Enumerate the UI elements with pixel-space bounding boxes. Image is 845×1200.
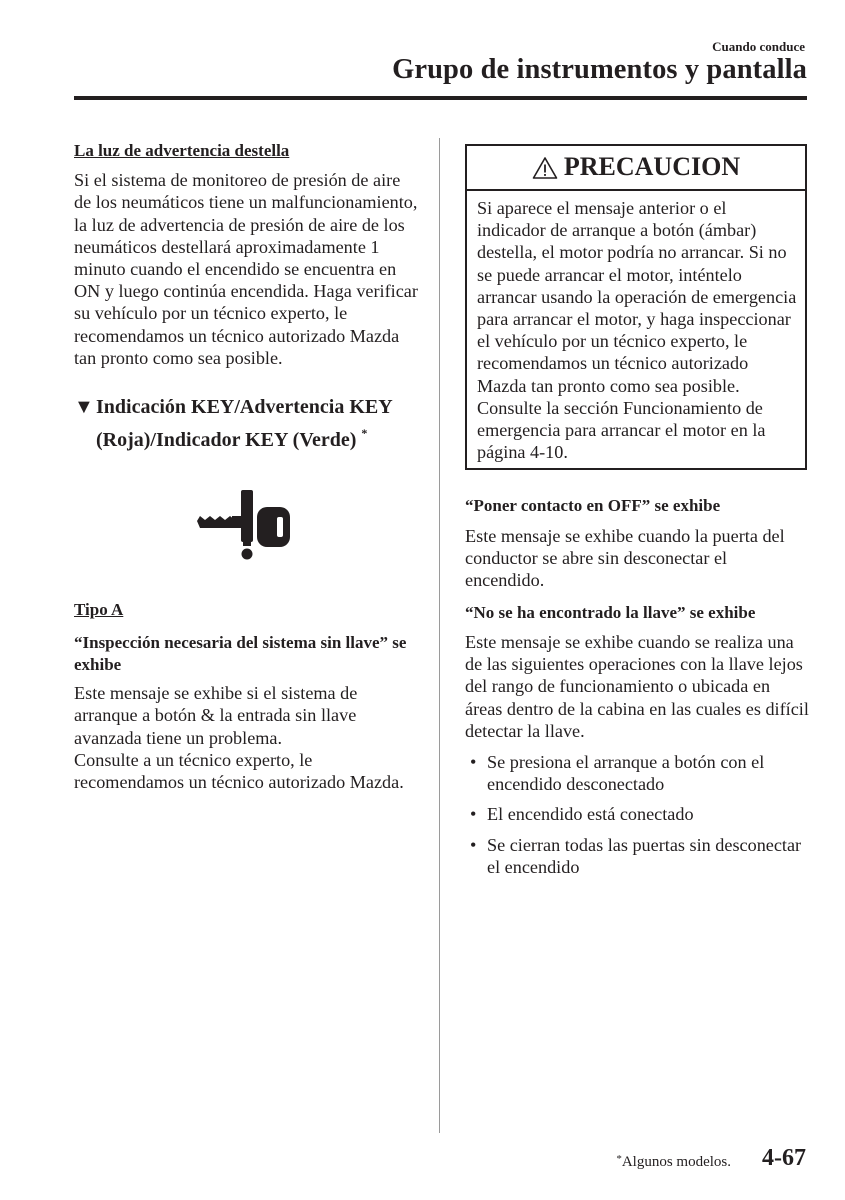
list-item-text: El encendido está conectado bbox=[487, 804, 694, 825]
key-section-heading bbox=[74, 394, 420, 453]
caution-title: PRECAUCION bbox=[563, 152, 741, 182]
footer-asterisk: * bbox=[616, 1153, 622, 1165]
footer-note-text: Algunos modelos. bbox=[621, 1154, 731, 1170]
footer-note bbox=[616, 1153, 731, 1171]
nokey-message-body: Este mensaje se exhibe cuando se realiza una de las siguientes operaciones con la llave lejos del rango de funcionamiento o ubicada en áreas dentro de la cabina en las cuales es difícil detectar la llave. bbox=[465, 632, 809, 741]
section-label: Cuando conduce bbox=[712, 39, 805, 54]
right-column bbox=[465, 140, 810, 878]
key-warning-icon bbox=[195, 490, 295, 566]
warning-flash-title: La luz de advertencia destella bbox=[74, 141, 290, 160]
page-title: Grupo de instrumentos y pantalla bbox=[392, 54, 807, 85]
list-item bbox=[465, 751, 810, 795]
condition-list bbox=[465, 751, 810, 878]
list-item bbox=[465, 803, 810, 825]
caution-body bbox=[467, 191, 805, 468]
warning-triangle-icon bbox=[532, 156, 558, 180]
inspection-message-body: Este mensaje se exhibe si el sistema de arranque a botón & la entrada sin llave avanzada tiene un problema. bbox=[74, 683, 358, 748]
column-divider bbox=[439, 138, 440, 1133]
caution-text-2: Consulte la sección Funcionamiento de emergencia para arrancar el motor en la página 4-10. bbox=[477, 397, 766, 463]
inspection-message-body-2: Consulte a un técnico experto, le recomendamos un técnico autorizado Mazda. bbox=[74, 749, 404, 793]
caution-box bbox=[465, 144, 807, 470]
left-column bbox=[74, 140, 420, 793]
caution-text: Si aparece el mensaje anterior o el indicador de arranque a botón (ámbar) destella, el motor podría no arrancar. Si no se puede arrancar el motor, inténtelo arrancar usando la operación de emergencia para arrancar el motor, y haga inspeccionar el vehículo por un técnico experto, le recomendamos un técnico autorizado Mazda tan pronto como sea posible. bbox=[477, 198, 797, 396]
inspection-message-title: “Inspección necesaria del sistema sin llave” se exhibe bbox=[74, 633, 407, 674]
tipo-a-label: Tipo A bbox=[74, 600, 124, 620]
list-item-text: Se presiona el arranque a botón con el encendido desconectado bbox=[487, 752, 765, 795]
key-heading-text: Indicación KEY/Advertencia KEY (Roja)/Indicador KEY (Verde) bbox=[96, 396, 392, 452]
warning-flash-body: Si el sistema de monitoreo de presión de aire de los neumáticos tiene un malfuncionamiento, la luz de advertencia de presión de aire de los neumáticos destellará aproximadamente 1 minuto cuando el encendido se encuentra en ON y luego continúa encendida. Haga verificar su vehículo por un técnico experto, le recomendamos un técnico autorizado Mazda tan pronto como sea posible. bbox=[74, 170, 418, 368]
list-item bbox=[465, 834, 810, 878]
off-message-title: “Poner contacto en OFF” se exhibe bbox=[465, 496, 721, 516]
header-rule bbox=[74, 96, 807, 100]
caution-header bbox=[467, 146, 805, 191]
bullet-marker: • bbox=[470, 804, 477, 825]
optional-asterisk: * bbox=[361, 426, 368, 441]
bullet-marker: • bbox=[470, 752, 477, 773]
off-message-body: Este mensaje se exhibe cuando la puerta del conductor se abre sin desconectar el encendido. bbox=[465, 525, 785, 591]
nokey-message-title: “No se ha encontrado la llave” se exhibe bbox=[465, 602, 756, 622]
bullet-marker: • bbox=[470, 834, 477, 855]
page-number: 4-67 bbox=[762, 1145, 806, 1171]
section-marker: ▼ bbox=[74, 396, 94, 419]
list-item-text: Se cierran todas las puertas sin desconectar el encendido bbox=[487, 834, 802, 877]
